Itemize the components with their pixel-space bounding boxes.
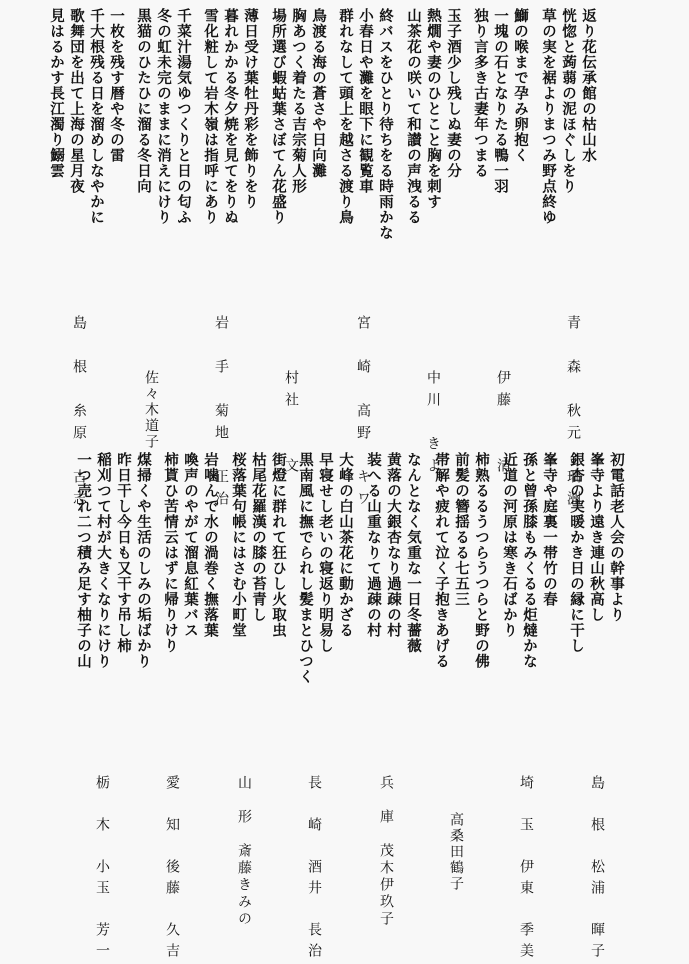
author-name: 村社 文	[283, 370, 299, 480]
haiku-line: 黒南風に撫でられし髪まとひつく	[297, 452, 314, 685]
haiku-line: 胸あつく着たる吉宗菊人形	[290, 8, 307, 194]
haiku-line: 草の実を裾よりまつみ野点終ゆ	[540, 8, 557, 225]
haiku-line: 黄落の大銀杏なり過疎の村	[385, 452, 402, 638]
haiku-line: 群れなして頭上を越さる渡り鳥	[337, 8, 354, 225]
haiku-line: 街燈に群れて狂ひし火取虫	[270, 452, 287, 638]
haiku-line: 早寝せし老いの寝返り明易し	[317, 452, 334, 654]
haiku-line: 薄日受け葉牡丹彩を飾りをり	[242, 8, 259, 210]
haiku-line: 熱燗や妻のひとこと胸を刺す	[425, 8, 442, 210]
haiku-line: 柿貰ひ苦情云はずに帰りけり	[162, 452, 179, 654]
author-name: 兵 庫 茂木伊玖子	[378, 775, 394, 928]
author-name: 長 崎 酒井 長治	[306, 775, 322, 964]
haiku-line: 独り言多き古妻年つまる	[472, 8, 489, 179]
haiku-line: 峯寺や庭裏一帯竹の春	[541, 452, 558, 607]
haiku-line: 稲刈つて村が大きくなりにけり	[95, 452, 112, 669]
haiku-line: 歌舞団を出て上海の星月夜	[68, 8, 85, 194]
haiku-line: 玉子酒少し残しぬ妻の分	[445, 8, 462, 179]
haiku-line: 昨日干し今日も又干す吊し柿	[115, 452, 132, 654]
author-name: 宮 崎 高野 キワ	[355, 315, 371, 513]
haiku-line: 冬の虹未完のままに消えにけり	[155, 8, 172, 225]
author-name: 愛 知 後藤 久吉	[164, 775, 180, 964]
haiku-line: 孫と曾孫膝もみくるる炬燵かな	[521, 452, 538, 669]
haiku-line: 暮れかかる冬夕焼を見てをりぬ	[222, 8, 239, 225]
haiku-line: 返り花伝承館の枯山水	[580, 8, 597, 163]
author-name: 山 形 斎藤きみの	[236, 775, 252, 928]
haiku-line: 初電話老人会の幹事より	[608, 452, 625, 623]
author-name: 中川 きよ	[425, 370, 441, 480]
haiku-line: 小春日や灘を眼下に観覧車	[357, 8, 374, 194]
haiku-line: 恍惚と蒟蒻の泥ほぐしをり	[560, 8, 577, 194]
haiku-line: 山茶花の咲いて和讃の声洩るる	[405, 8, 422, 225]
haiku-line: 喚声のやがて溜息紅葉バス	[182, 452, 199, 638]
haiku-line: 一つ売れ二つ積み足す柚子の山	[75, 452, 92, 669]
haiku-line: 枯尾花羅漢の膝の苔青し	[250, 452, 267, 623]
haiku-line: 鳥渡る海の蒼さや日向灘	[310, 8, 327, 179]
author-name: 栃 木 小玉 芳一	[94, 775, 110, 964]
haiku-line: 一塊の石となりたる鴨一羽	[492, 8, 509, 194]
haiku-line: 桜落葉句帳にはさむ小町堂	[230, 452, 247, 638]
haiku-line: 鰤の喉まで孕み卵抱く	[512, 8, 529, 163]
haiku-line: 千菜汁湯気ゆつくりと日の匂ふ	[175, 8, 192, 225]
author-name: 岩 手 菊地 正治	[213, 315, 229, 513]
haiku-line: 近道の河原は寒き石ばかり	[501, 452, 518, 638]
haiku-line: 岩噛んで水の渦巻く撫落葉	[202, 452, 219, 638]
haiku-line: 峯寺より遠き連山秋高し	[588, 452, 605, 623]
haiku-line: 銀杏の実暖かき日の縁に干し	[568, 452, 585, 654]
haiku-line: 見はるかす長江濁り鰯雲	[48, 8, 65, 179]
author-name: 埼 玉 伊東 季美	[518, 775, 534, 964]
author-name: 島 根 糸原 古志	[71, 315, 87, 513]
author-name: 青 森 秋元 瑞洲	[565, 315, 581, 513]
haiku-line: 場所選び蝦蛄葉さぼてん花盛り	[270, 8, 287, 225]
haiku-line: 一枚を残す暦や冬の雷	[108, 8, 125, 163]
haiku-line: 黒猫のひたひに溜る冬日向	[135, 8, 152, 194]
haiku-line: 終バスをひとり待ちをる時雨かな	[377, 8, 394, 241]
haiku-line: 帯解や疲れて泣く子抱きあげる	[433, 452, 450, 669]
haiku-line: 前髪の簪揺るる七五三	[453, 452, 470, 607]
author-name: 佐々木道子	[143, 370, 159, 450]
haiku-line: 千大根残る日を溜めしなやかに	[88, 8, 105, 225]
haiku-line: 煤掃くや生活のしみの垢ばかり	[135, 452, 152, 669]
haiku-line: 柿熟るるうつらうつらと野の佛	[473, 452, 490, 669]
haiku-line: 大峰の白山茶花に動かざる	[337, 452, 354, 638]
haiku-line: なんとなく気重な一日冬薔薇	[405, 452, 422, 654]
author-name: 島 根 松浦 暉子	[589, 775, 605, 964]
haiku-line: 雪化粧して岩木嶺は指呼にあり	[202, 8, 219, 225]
author-name: 伊藤 清	[495, 370, 511, 480]
haiku-line: 装へる山重なりて過疎の村	[365, 452, 382, 638]
author-name: 高桑田鶴子	[448, 812, 464, 892]
